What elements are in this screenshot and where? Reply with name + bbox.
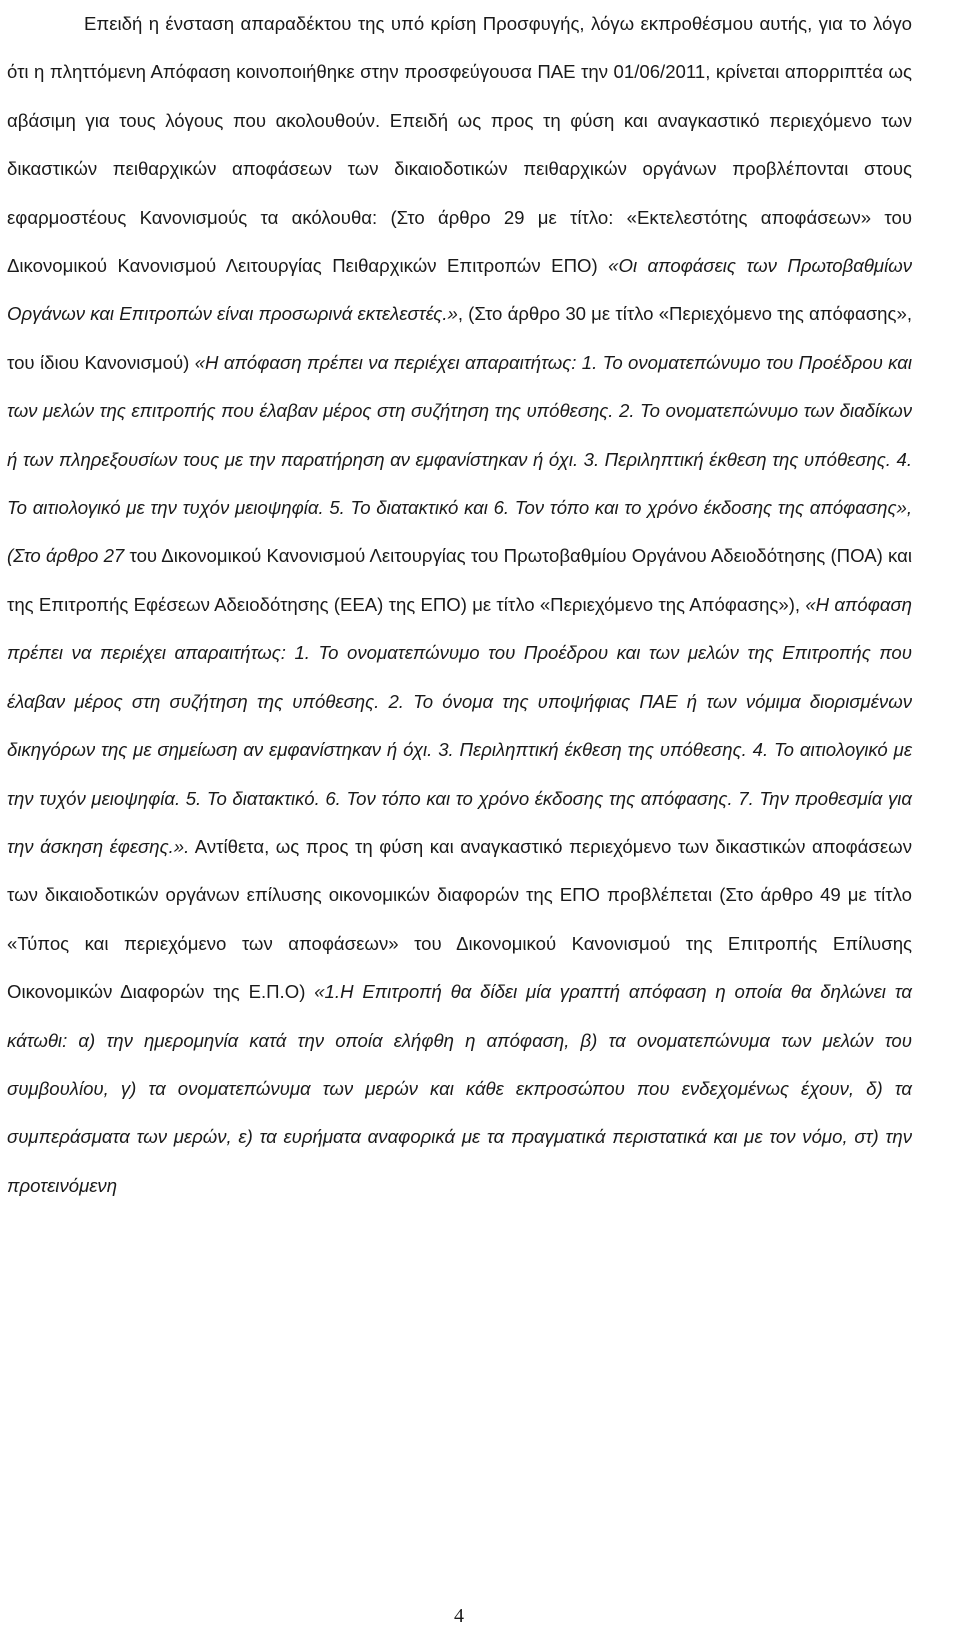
- body-paragraph: [7, 0, 912, 1210]
- paragraph-run: του Δικονομικού Κανονισμού Λειτουργίας του Πρωτοβαθμίου Οργάνου Αδειοδότησης (ΠΟΑ) και της Επιτροπής Εφέσεων Αδειοδότησης (ΕΕΑ) της ΕΠΟ) με τίτλο «Περιεχόμενο της Απόφασης»),: [7, 545, 912, 615]
- paragraph-run: Επειδή η ένσταση απαραδέκτου της υπό κρίση Προσφυγής, λόγω εκπροθέσμου αυτής, για το λόγο ότι η πληττόμενη Απόφαση κοινοποιήθηκε στην προσφεύγουσα ΠΑΕ την 01/06/2011, κρίνεται απορριπτέα ως αβάσιμη για τους λόγους που ακολουθούν. Επειδή ως προς τη φύση και αναγκαστικό περιεχόμενο των δικαστικών πειθαρχικών αποφάσεων των δικαιοδοτικών πειθαρχικών οργάνων προβλέπονται στους εφαρμοστέους Κανονισμούς τα ακόλουθα: (Στο άρθρο 29 με τίτλο: «Εκτελεστότης αποφάσεων» του Δικονομικού Κανονισμού Λειτουργίας Πειθαρχικών Επιτροπών ΕΠΟ): [7, 13, 912, 277]
- paragraph-run-italic: «Η απόφαση πρέπει να περιέχει απαραιτήτως: 1. Το ονοματεπώνυμο του Προέδρου και των μελών της Επιτροπής που έλαβαν μέρος στη συζήτηση της υπόθεσης. 2. Το όνομα της υποψήφιας ΠΑΕ ή των νόμιμα διορισμένων δικηγόρων της με σημείωση αν εμφανίστηκαν ή όχι. 3. Περιληπτική έκθεση της υπόθεσης. 4. Το αιτιολογικό με την τυχόν μειοψηφία. 5. Το διατακτικό. 6. Τον τόπο και το χρόνο έκδοσης της απόφασης. 7. Την προθεσμία για την άσκηση έφεσης.».: [7, 593, 913, 857]
- page-number: 4: [454, 1605, 464, 1627]
- paragraph-run-italic: «Οι αποφάσεις των Πρωτοβαθμίων Οργάνων και Επιτροπών είναι προσωρινά εκτελεστές.»: [7, 255, 913, 325]
- paragraph-run-italic: «Η απόφαση πρέπει να περιέχει απαραιτήτως: 1. Το ονοματεπώνυμο του Προέδρου και των μελών της επιτροπής που έλαβαν μέρος στη συζήτηση της υπόθεσης. 2. Το ονοματεπώνυμο των διαδίκων ή των πληρεξουσίων τους με την παρατήρηση αν εμφανίστηκαν ή όχι. 3. Περιληπτική έκθεση της υπόθεσης. 4. Το αιτιολογικό με την τυχόν μειοψηφία. 5. Το διατακτικό και 6. Τον τόπο και το χρόνο έκδοσης της απόφασης», (Στο άρθρο 27: [7, 351, 912, 567]
- paragraph-run: Αντίθετα, ως προς τη φύση και αναγκαστικό περιεχόμενο των δικαστικών αποφάσεων των δικαιοδοτικών οργάνων επίλυσης οικονομικών διαφορών της ΕΠΟ προβλέπεται (Στο άρθρο 49 με τίτλο «Τύπος και περιεχόμενο των αποφάσεων» του Δικονομικού Κανονισμού της Επιτροπής Επίλυσης Οικονομικών Διαφορών της Ε.Π.Ο): [7, 835, 912, 1003]
- paragraph-run: , (Στο άρθρο 30 με τίτλο «Περιεχόμενο της απόφασης», του ίδιου Κανονισμού): [7, 303, 912, 373]
- paragraph-run-italic: «1.Η Επιτροπή θα δίδει μία γραπτή απόφαση η οποία θα δηλώνει τα κάτωθι: α) την ημερομηνία κατά την οποία ελήφθη η απόφαση, β) τα ονοματεπώνυμα των μελών του συμβουλίου, γ) τα ονοματεπώνυμα των μερών και κάθε εκπροσώπου που ενδεχομένως έχουν, δ) τα συμπεράσματα των μερών, ε) τα ευρήματα αναφορικά με τα πραγματικά περιστατικά και με τον νόμο, στ) την προτεινόμενη: [7, 981, 913, 1196]
